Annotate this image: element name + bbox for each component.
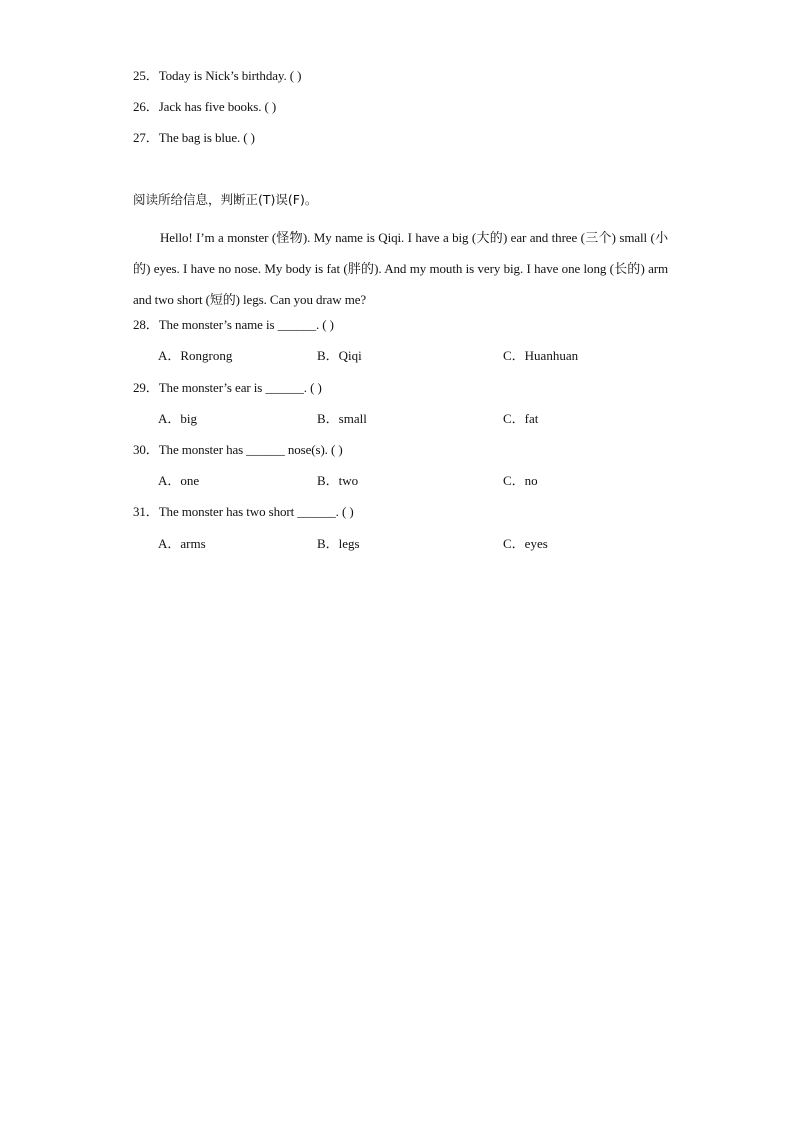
question-31-option-c: C．eyes [503, 536, 548, 551]
question-30-option-b: B．two [317, 473, 359, 488]
question-28-option-a: A．Rongrong [158, 348, 233, 363]
question-28-option-b: B．Qiqi [317, 348, 362, 363]
question-31-option-a: A．arms [158, 536, 206, 551]
question-30-option-c: C．no [503, 473, 538, 488]
question-28-option-c: C．Huanhuan [503, 348, 579, 363]
question-30-option-a: A．one [158, 473, 200, 488]
question-30: 30．The monster has ______ nose(s). ( ) [133, 442, 343, 457]
question-29: 29．The monster’s ear is ______. ( ) [133, 380, 322, 395]
question-29-option-a: A．big [158, 411, 198, 426]
section-instruction: 阅读所给信息，判断正(T)误(F)。 [133, 192, 318, 207]
reading-passage: Hello! I’m a monster (怪物). My name is Qiqi. I have a big (大的) ear and three (三个) small (小的) eyes. I have no nose. My body is fat (胖的). And my mouth is very big. I have one long (长的) arm and two short (短的) legs. Can you draw me? [133, 230, 668, 307]
question-31-option-b: B．legs [317, 536, 360, 551]
question-25: 25．Today is Nick’s birthday. ( ) [133, 68, 302, 83]
question-29-option-b: B．small [317, 411, 367, 426]
question-29-option-c: C．fat [503, 411, 539, 426]
question-26: 26．Jack has five books. ( ) [133, 99, 277, 114]
question-31: 31．The monster has two short ______. ( ) [133, 504, 354, 519]
question-27: 27．The bag is blue. ( ) [133, 130, 255, 145]
question-28: 28．The monster’s name is ______. ( ) [133, 317, 334, 332]
